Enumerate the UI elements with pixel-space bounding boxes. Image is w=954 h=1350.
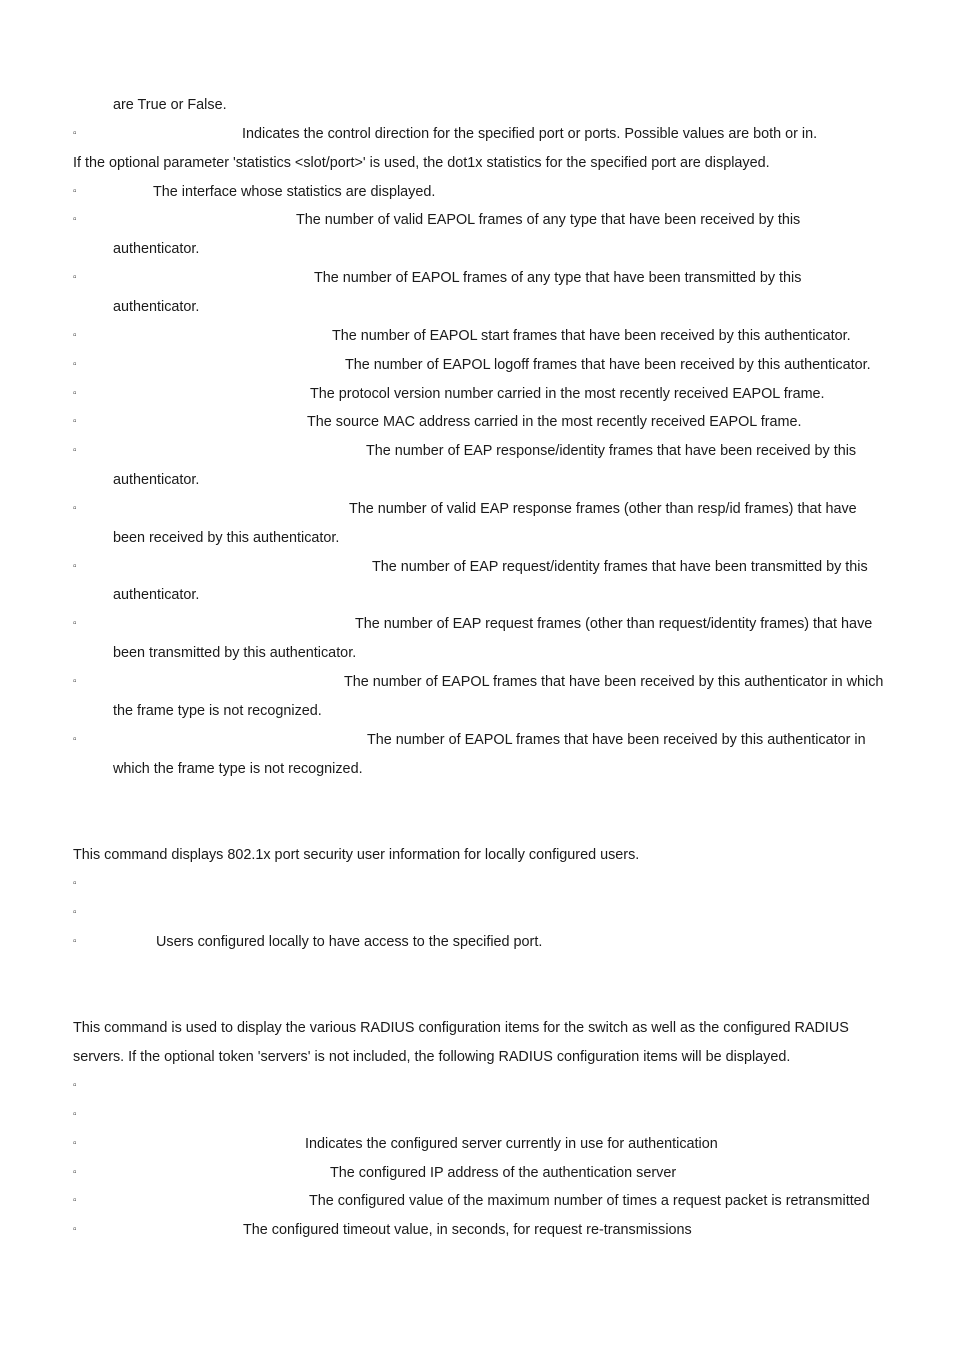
bullet-icon: ▫ xyxy=(73,388,77,399)
stat-item-line1: The number of EAP request/identity frames that have been transmitted by this xyxy=(372,559,868,575)
stat-item-line1: The protocol version number carried in the most recently received EAPOL frame. xyxy=(310,386,825,402)
stat-item-line2: been received by this authenticator. xyxy=(113,530,340,546)
radius-intro-line1: This command is used to display the various RADIUS configuration items for the switch as well as the configured RADIUS xyxy=(73,1020,849,1036)
stat-item-line1: The number of valid EAP response frames (other than resp/id frames) that have xyxy=(349,501,857,517)
bullet-icon: ▫ xyxy=(73,1195,77,1206)
statistics-intro: If the optional parameter 'statistics <slot/port>' is used, the dot1x statistics for the specified port are displayed. xyxy=(73,155,770,171)
bullet-icon: ▫ xyxy=(73,936,77,947)
bullet-icon: ▫ xyxy=(73,128,77,139)
control-direction-desc: Indicates the control direction for the specified port or ports. Possible values are both or in. xyxy=(242,126,818,142)
bullet-icon: ▫ xyxy=(73,445,77,456)
bullet-icon: ▫ xyxy=(73,214,77,225)
bullet-icon: ▫ xyxy=(73,186,77,197)
stat-item-line1: The source MAC address carried in the most recently received EAPOL frame. xyxy=(307,414,802,430)
bullet-icon: ▫ xyxy=(73,416,77,427)
bullet-icon: ▫ xyxy=(73,1167,77,1178)
stat-item-line1: The number of EAPOL start frames that have been received by this authenticator. xyxy=(332,328,851,344)
stat-item-line2: which the frame type is not recognized. xyxy=(113,761,363,777)
stat-item-line2: authenticator. xyxy=(113,587,200,603)
bullet-icon: ▫ xyxy=(73,1109,77,1120)
stat-item-line1: The number of EAP request frames (other than request/identity frames) that have xyxy=(355,616,873,632)
stat-item-line1: The number of valid EAPOL frames of any type that have been received by this xyxy=(296,212,801,228)
stat-item-line1: The number of EAPOL frames that have been received by this authenticator in xyxy=(367,732,866,748)
bullet-icon: ▫ xyxy=(73,1138,77,1149)
bullet-icon: ▫ xyxy=(73,272,77,283)
bullet-icon: ▫ xyxy=(73,330,77,341)
bullet-icon: ▫ xyxy=(73,1224,77,1235)
bullet-icon: ▫ xyxy=(73,503,77,514)
bullet-icon: ▫ xyxy=(73,561,77,572)
users-intro: This command displays 802.1x port security user information for locally configured users. xyxy=(73,847,640,863)
stat-item-line2: the frame type is not recognized. xyxy=(113,703,322,719)
radius-item: The configured IP address of the authentication server xyxy=(330,1165,677,1181)
bullet-icon: ▫ xyxy=(73,734,77,745)
bullet-icon: ▫ xyxy=(73,618,77,629)
radius-item: Indicates the configured server currently in use for authentication xyxy=(305,1136,718,1152)
stat-item-line1: The number of EAP response/identity frames that have been received by this xyxy=(366,443,857,459)
stat-item-line2: been transmitted by this authenticator. xyxy=(113,645,357,661)
continued-text: are True or False. xyxy=(113,97,227,113)
stat-item-line2: authenticator. xyxy=(113,241,200,257)
radius-intro-line2: servers. If the optional token 'servers' is not included, the following RADIUS configuration items will be displayed. xyxy=(73,1049,791,1065)
stat-item-line2: authenticator. xyxy=(113,299,200,315)
users-desc: Users configured locally to have access to the specified port. xyxy=(156,934,543,950)
stat-item-line2: authenticator. xyxy=(113,472,200,488)
bullet-icon: ▫ xyxy=(73,1080,77,1091)
bullet-icon: ▫ xyxy=(73,676,77,687)
stat-item-interface: The interface whose statistics are displayed. xyxy=(153,184,436,200)
stat-item-line1: The number of EAPOL frames of any type that have been transmitted by this xyxy=(314,270,802,286)
stat-item-line1: The number of EAPOL logoff frames that have been received by this authenticator. xyxy=(345,357,871,373)
bullet-icon: ▫ xyxy=(73,907,77,918)
bullet-icon: ▫ xyxy=(73,359,77,370)
radius-item: The configured value of the maximum number of times a request packet is retransmitted xyxy=(309,1193,870,1209)
stat-item-line1: The number of EAPOL frames that have been received by this authenticator in which xyxy=(344,674,884,690)
bullet-icon: ▫ xyxy=(73,878,77,889)
radius-item: The configured timeout value, in seconds, for request re-transmissions xyxy=(243,1222,692,1238)
